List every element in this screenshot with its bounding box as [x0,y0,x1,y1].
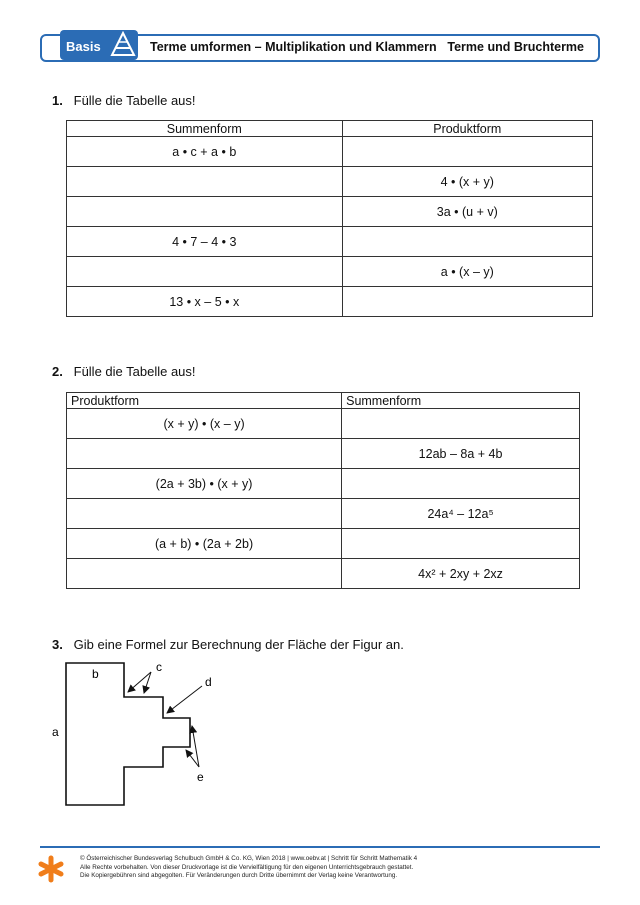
table-row [67,499,580,529]
task-instruction: Fülle die Tabelle aus! [73,364,196,379]
column-header: Summenform [67,121,343,137]
table-cell[interactable]: (a + b) • (2a + 2b) [67,529,342,559]
table-cell[interactable] [67,499,342,529]
footer-line: © Österreichischer Bundesverlag Schulbuch GmbH & Co. KG, Wien 2018 | www.oebv.at | Schritt für Schritt Mathematik 4 [80,855,418,862]
label-e: e [197,770,204,784]
table-cell[interactable] [67,257,343,287]
task-number: 2. [52,364,63,379]
table-row [67,287,593,317]
table-cell[interactable] [342,409,580,439]
table-cell[interactable] [342,469,580,499]
table-row [67,227,593,257]
table-cell[interactable]: a • (x – y) [342,257,592,287]
table-row [67,559,580,589]
table-row [67,137,593,167]
table-cell[interactable]: a • c + a • b [67,137,343,167]
task-2-heading [52,364,196,379]
column-header: Produktform [342,121,592,137]
level-badge [60,30,138,60]
table-cell[interactable]: (x + y) • (x – y) [67,409,342,439]
arrow-e-2 [192,726,199,767]
task-instruction: Gib eine Formel zur Berechnung der Fläche der Figur an. [73,637,404,652]
table-row [67,439,580,469]
badge-label: Basis [66,39,101,54]
triangle-level-icon [110,31,136,57]
table-row [67,409,580,439]
table-cell[interactable]: 13 • x – 5 • x [67,287,343,317]
table-cell[interactable]: 4 • 7 – 4 • 3 [67,227,343,257]
label-d: d [205,675,212,689]
table-cell[interactable] [67,167,343,197]
copyright-notice [80,855,417,881]
task-1-table [66,120,593,317]
publisher-logo-icon [38,855,64,883]
column-header: Produktform [67,393,342,409]
table-cell[interactable] [342,287,592,317]
footer-line: Alle Rechte vorbehalten. Von dieser Druckvorlage ist die Vervielfältigung für den eigenen Unterrichtsgebrauch gestattet. [80,863,414,871]
label-a: a [52,725,59,739]
table-row [67,167,593,197]
table-cell[interactable]: 24a⁴ – 12a⁵ [342,499,580,529]
table-cell[interactable]: 4 • (x + y) [342,167,592,197]
chapter-title: Terme und Bruchterme [447,40,584,54]
table-cell[interactable] [342,227,592,257]
task-number: 1. [52,93,63,108]
table-cell[interactable]: 4x² + 2xy + 2xz [342,559,580,589]
task-1-heading [52,93,196,108]
table-cell[interactable] [342,529,580,559]
arrow-d [167,686,202,713]
table-row [67,257,593,287]
table-cell[interactable]: 12ab – 8a + 4b [342,439,580,469]
worksheet-title: Terme umformen – Multiplikation und Klammern [150,40,437,54]
area-figure [48,655,238,815]
task-instruction: Fülle die Tabelle aus! [73,93,196,108]
table-row [67,197,593,227]
table-cell[interactable]: 3a • (u + v) [342,197,592,227]
table-cell[interactable]: (2a + 3b) • (x + y) [67,469,342,499]
table-cell[interactable] [67,197,343,227]
table-cell[interactable] [67,559,342,589]
footer-divider [40,846,600,848]
task-number: 3. [52,637,63,652]
task-3-heading [52,637,404,652]
figure-outline [66,663,190,805]
label-c: c [156,660,162,674]
table-cell[interactable] [342,137,592,167]
page-header [40,34,600,62]
task-2-table [66,392,580,589]
label-b: b [92,667,99,681]
table-cell[interactable] [67,439,342,469]
column-header: Summenform [342,393,580,409]
footer-line: Die Kopiergebühren sind abgegolten. Für Veränderungen durch Dritte übernimmt der Verlag keine Verantwortung. [80,872,398,880]
table-row [67,469,580,499]
table-row [67,529,580,559]
